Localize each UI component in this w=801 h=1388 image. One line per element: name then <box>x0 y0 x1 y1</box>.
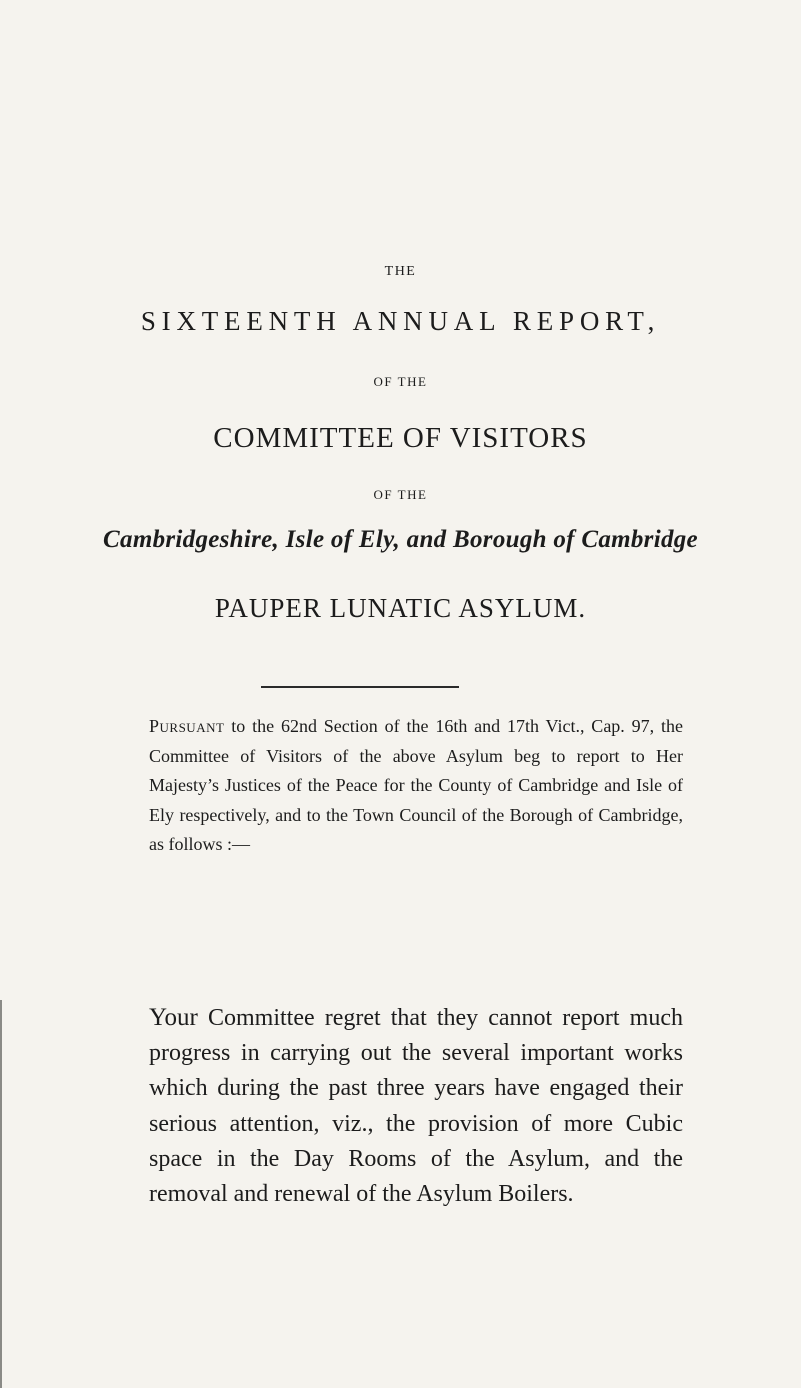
body-text: Committee regret that they cannot report much progress in carrying out the several important works which during the past three years have engaged their serious attention, viz., the provision of more Cubic space in the Day Rooms of the Asylum, and the removal and renewal of the Asylum Boilers. <box>149 1005 683 1208</box>
body-paragraph <box>149 1000 683 1212</box>
preamble-text: to the 62nd Section of the 16th and 17th Vict., Cap. 97, the Committee of Visitors of the above Asylum beg to report to Her Majesty’s Justices of the Peace for the County of Cambridge and Isle of Ely respectively, and to the Town Council of the Borough of Cambridge, as follows :— <box>149 716 683 854</box>
of-the-heading-2: OF THE <box>373 487 428 502</box>
of-the-heading-1: OF THE <box>373 374 428 389</box>
committee-heading: COMMITTEE OF VISITORS <box>213 422 588 454</box>
county-borough-line: Cambridgeshire, Isle of Ely, and Borough of Cambridge <box>103 526 698 553</box>
body-first-word: Your <box>149 1004 198 1031</box>
the-heading: THE <box>384 264 417 279</box>
preamble-lead-word: Pursuant <box>149 716 225 736</box>
preamble-paragraph <box>149 712 683 860</box>
page-edge-shadow <box>0 1000 2 1388</box>
report-title: SIXTEENTH ANNUAL REPORT, <box>140 306 661 336</box>
section-divider <box>261 686 459 688</box>
asylum-name-heading: PAUPER LUNATIC ASYLUM. <box>214 593 587 623</box>
